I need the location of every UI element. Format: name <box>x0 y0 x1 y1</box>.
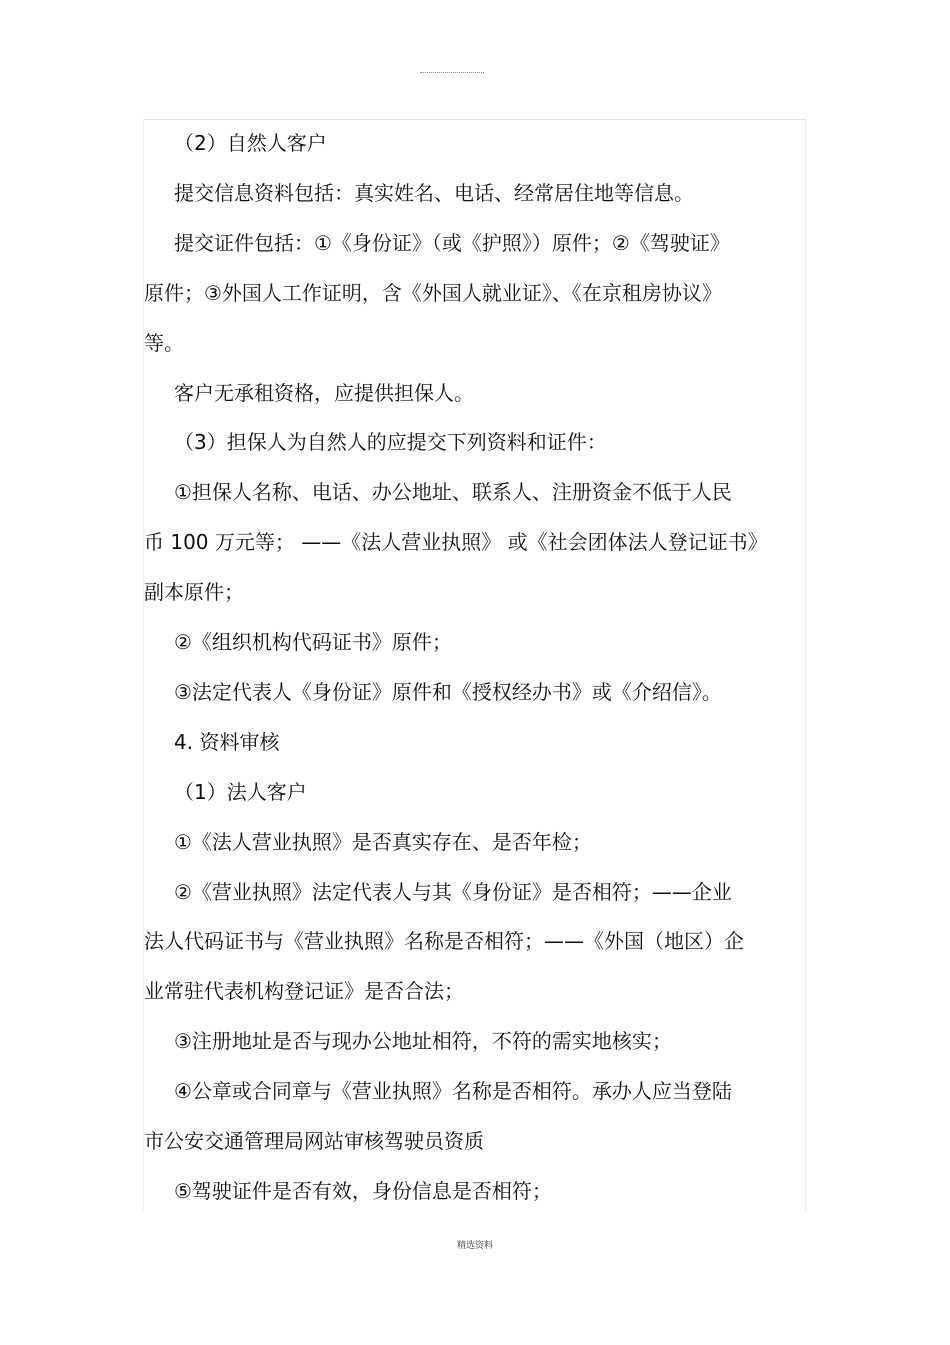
text-line: ②《组织机构代码证书》原件； <box>174 630 452 654</box>
text-line: 原件；③外国人工作证明，含《外国人就业证》、《在京租房协议》 <box>144 280 722 305</box>
text-line: ③法定代表人《身份证》原件和《授权经办书》或《介绍信》。 <box>174 679 722 704</box>
text-line: （1）法人客户 <box>174 779 307 804</box>
header-rule <box>420 72 484 73</box>
text-line: 等。 <box>144 330 184 355</box>
text-line: ①担保人名称、电话、办公地址、联系人、注册资金不低于人民 <box>174 480 732 505</box>
text-line: ①《法人营业执照》是否真实存在、是否年检； <box>174 829 592 854</box>
page-body <box>143 119 806 1211</box>
text-line: 副本原件； <box>144 580 244 605</box>
text-line: ③注册地址是否与现办公地址相符，不符的需实地核实； <box>174 1029 672 1054</box>
text-line: 币 100 万元等； ——《法人营业执照》 或《社会团体法人登记证书》 <box>144 530 768 555</box>
text-line: 提交信息资料包括：真实姓名、电话、经常居住地等信息。 <box>174 180 694 205</box>
text-line: 提交证件包括：①《身份证》（或《护照》）原件；②《驾驶证》 <box>174 230 730 255</box>
text-line: （3）担保人为自然人的应提交下列资料和证件： <box>174 430 607 455</box>
text-line: 法人代码证书与《营业执照》名称是否相符；——《外国（地区）企 <box>144 929 744 954</box>
section-heading: 4. 资料审核 <box>174 729 280 754</box>
text-line: 市公安交通管理局网站审核驾驶员资质 <box>144 1129 484 1153</box>
text-line: ④公章或合同章与《营业执照》名称是否相符。承办人应当登陆 <box>174 1079 732 1104</box>
footer-label: 精选资料 <box>456 1241 493 1251</box>
text-line: 业常驻代表机构登记证》是否合法； <box>144 979 464 1004</box>
text-line: （2）自然人客户 <box>174 131 327 155</box>
text-line: ②《营业执照》法定代表人与其《身份证》是否相符；——企业 <box>174 879 732 904</box>
text-line: 客户无承租资格，应提供担保人。 <box>174 380 474 405</box>
text-line: ⑤驾驶证件是否有效，身份信息是否相符； <box>174 1178 552 1203</box>
